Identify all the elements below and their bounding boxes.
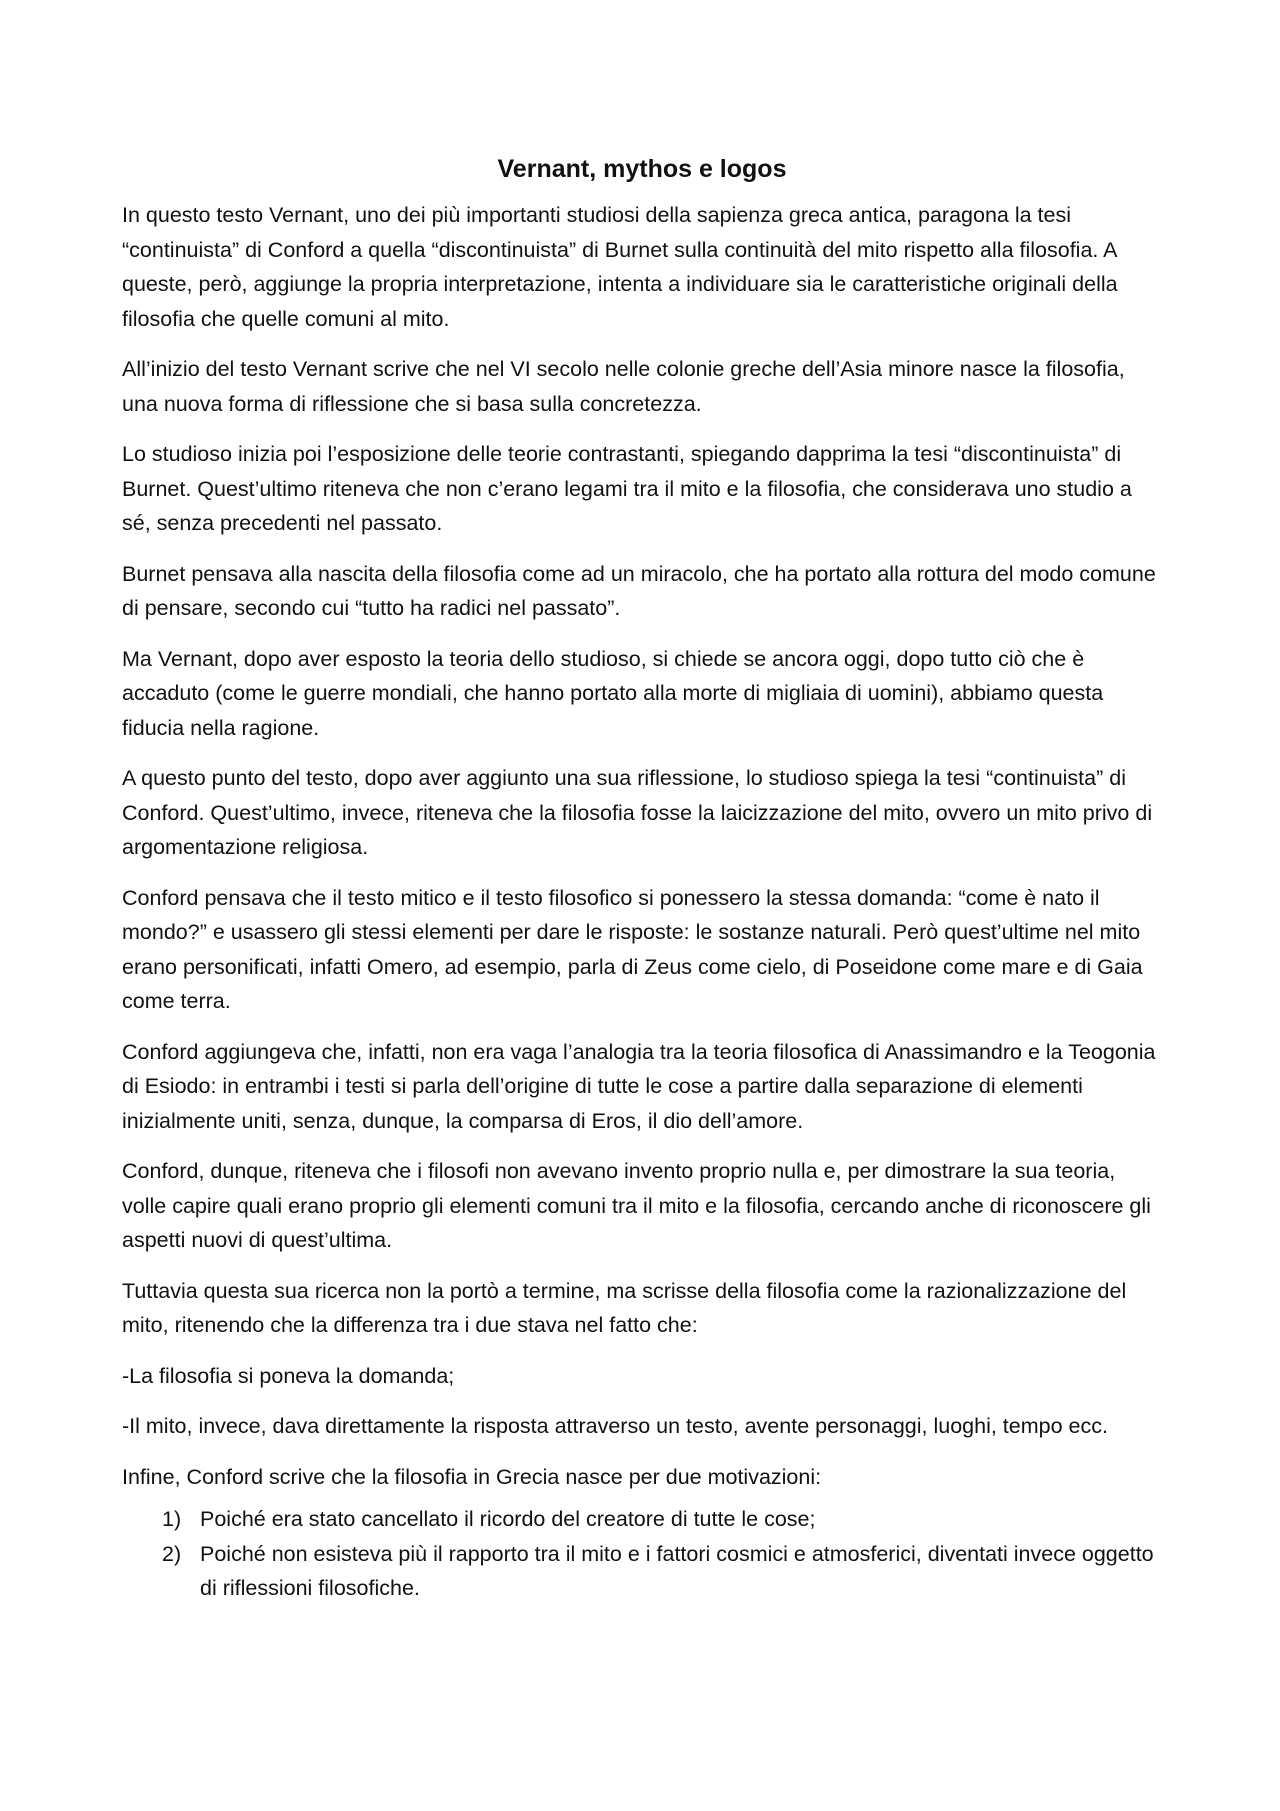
paragraph-10: Tuttavia questa sua ricerca non la portò a termine, ma scrisse della filosofia come la razionalizzazione del mito, ritenendo che la differenza tra i due stava nel fatto che:: [122, 1278, 1127, 1337]
list-item-number: 2): [162, 1541, 182, 1566]
paragraph-9: Conford, dunque, riteneva che i filosofi non avevano invento proprio nulla e, per dimostrare la sua teoria, volle capire quali erano proprio gli elementi comuni tra il mito e la filosofia, cercando anche di riconoscere gli aspetti nuovi di quest’ultima.: [122, 1159, 1151, 1252]
paragraph-5: Ma Vernant, dopo aver esposto la teoria dello studioso, si chiede se ancora oggi, dopo tutto ciò che è accaduto (come le guerre mondiali, che hanno portato alla morte di migliaia di uomini), abbiamo questa fiducia nella ragione.: [122, 646, 1104, 740]
paragraph-8: Conford aggiungeva che, infatti, non era vaga l’analogia tra la teoria filosofica di Anassimandro e la Teogonia di Esiodo: in entrambi i testi si parla dell’origine di tutte le cose a partire dalla separazione di elementi inizialmente uniti, senza, dunque, la comparsa di Eros, il dio dell’amore.: [122, 1039, 1156, 1133]
list-item-number: 1): [162, 1507, 182, 1531]
paragraph-4: Burnet pensava alla nascita della filosofia come ad un miracolo, che ha portato alla rottura del modo comune di pensare, secondo cui “tutto ha radici nel passato”.: [122, 561, 1156, 620]
numbered-list: [122, 1502, 1162, 1606]
paragraph-7: Conford pensava che il testo mitico e il testo filosofico si ponessero la stessa domanda: “come è nato il mondo?” e usassero gli stessi elementi per dare le risposte: le sostanze naturali. Però quest’ultime nel mito erano personificati, infatti Omero, ad esempio, parla di Zeus come cielo, di Poseidone come mare e di Gaia come terra.: [122, 885, 1143, 1013]
list-item-text: Poiché non esisteva più il rapporto tra il mito e i fattori cosmici e atmosferici, diventati invece oggetto di riflessioni filosofiche.: [200, 1541, 1154, 1600]
document-body: [122, 152, 1162, 1606]
dash-item-1: -La filosofia si poneva la domanda;: [122, 1363, 455, 1388]
paragraph-1: In questo testo Vernant, uno dei più importanti studiosi della sapienza greca antica, paragona la tesi “continuista” di Conford a quella “discontinuista” di Burnet sulla continuità del mito rispetto alla filosofia. A queste, però, aggiunge la propria interpretazione, intenta a individuare sia le caratteristiche originali della filosofia che quelle comuni al mito.: [122, 203, 1118, 331]
paragraph-6: A questo punto del testo, dopo aver aggiunto una sua riflessione, lo studioso spiega la tesi “continuista” di Conford. Quest’ultimo, invece, riteneva che la filosofia fosse la laicizzazione del mito, ovvero un mito privo di argomentazione religiosa.: [122, 766, 1153, 859]
dash-item-2: -Il mito, invece, dava direttamente la risposta attraverso un testo, avente personaggi, luoghi, tempo ecc.: [122, 1414, 1108, 1438]
paragraph-conclusion: Infine, Conford scrive che la filosofia in Grecia nasce per due motivazioni:: [122, 1464, 822, 1489]
list-item-text: Poiché era stato cancellato il ricordo del creatore di tutte le cose;: [200, 1507, 816, 1531]
list-item: [122, 1537, 1162, 1606]
document-title: Vernant, mythos e logos: [497, 155, 787, 183]
list-item: [122, 1502, 1162, 1537]
paragraph-3: Lo studioso inizia poi l’esposizione delle teorie contrastanti, spiegando dapprima la tesi “discontinuista” di Burnet. Quest’ultimo riteneva che non c’erano legami tra il mito e la filosofia, che considerava uno studio a sé, senza precedenti nel passato.: [122, 442, 1132, 535]
paragraph-2: All’inizio del testo Vernant scrive che nel VI secolo nelle colonie greche dell’Asia minore nasce la filosofia, una nuova forma di riflessione che si basa sulla concretezza.: [122, 357, 1125, 416]
